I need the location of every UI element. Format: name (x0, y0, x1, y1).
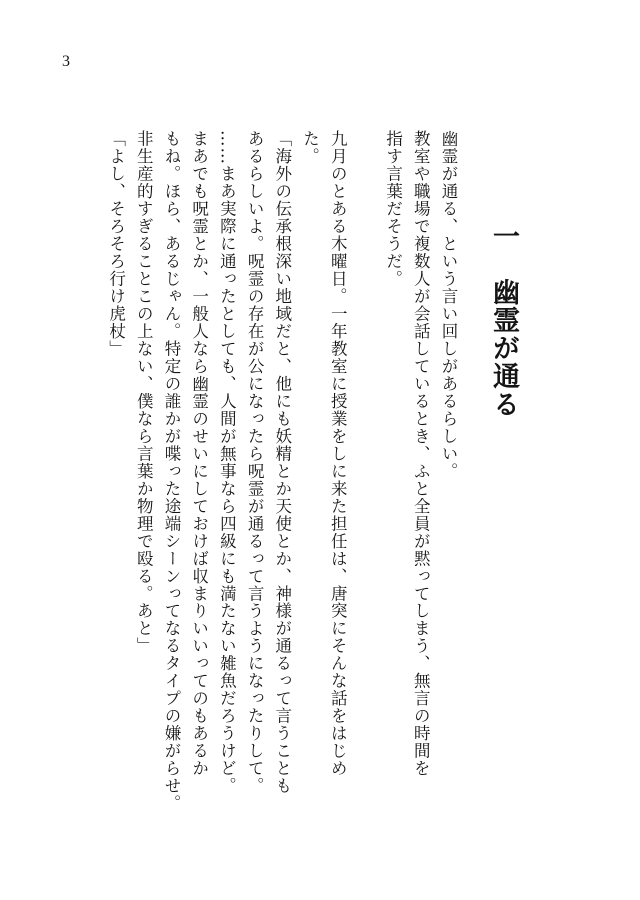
text-line: もね。ほら、あるじゃん。特定の誰かが喋った途端シーンってなるタイプの嫌がらせ。 (161, 130, 181, 813)
text-line: 教室や職場で複数人が会話しているとき、ふと全員が黙ってしまう、無言の時間を (411, 130, 431, 778)
text-line: た。 (300, 130, 320, 165)
text-line: 指す言葉だそうだ。 (383, 130, 403, 288)
text-line: 「海外の伝承根深い地域だと、他にも妖精とか天使とか、神様が通るって言うことも (272, 130, 292, 795)
text-line: 「よし、そろそろ行け虎杖」 (106, 130, 126, 358)
text-line: あるらしいよ。呪霊の存在が公になったら呪霊が通るって言うようになったりして。 (245, 130, 265, 795)
blank-line (351, 130, 379, 830)
text-line: 非生産的すぎることこの上ない、僕なら言葉か物理で殴る。あと」 (134, 130, 154, 655)
text-line: 九月のとある木曜日。一年教室に授業をしに来た担任は、唐突にそんな話をはじめ (328, 130, 348, 778)
body-text (102, 130, 462, 830)
text-line: 幽霊が通る、という言い回しがあるらしい。 (439, 130, 458, 480)
chapter-title: 一 幽霊が通る (488, 222, 519, 419)
text-line: まあでも呪霊とか、一般人なら幽霊のせいにしておけば収まりいいってのもあるか (189, 130, 209, 778)
page-number: 3 (62, 53, 70, 70)
text-line: ……まあ実際に通ったとしても、人間が無事なら四級にも満たない雑魚だろうけど。 (217, 130, 237, 795)
